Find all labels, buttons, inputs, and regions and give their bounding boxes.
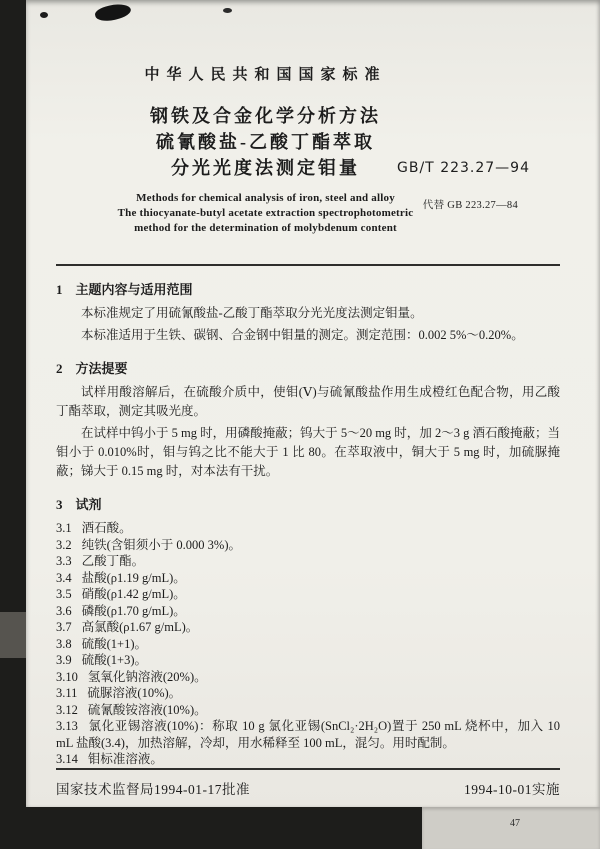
title-line-cn: 钢铁及合金化学分析方法 [150,106,381,126]
clause-text: 盐酸(ρ1.19 g/mL)。 [81,570,186,585]
scan-artifact-dot [40,12,48,18]
clause-text: 高氯酸(ρ1.67 g/mL)。 [81,620,199,634]
reagent-item [56,669,560,686]
reagent-item [56,636,560,653]
scan-corner-strip [422,807,600,849]
clause-text: 酒石酸。 [81,521,132,535]
implementation-note: 1994-10-01实施 [464,781,560,797]
title-line-cn: 分光光度法测定钼量 [171,158,360,178]
clause-text: 氢氧化钠溶液(20%)。 [87,669,207,684]
section-2-heading: 2 方法提要 [56,361,128,376]
section-3-heading: 3 试剂 [56,497,102,512]
clause-number: 3.5 [56,587,72,601]
paragraph: 在试样中钨小于 5 mg 时，用磷酸掩蔽；钨大于 5～20 mg 时，加 2～3 g 酒石酸掩蔽；当钼小于 0.010%时，钼与钨之比不能大于 1 比 80。在萃取液中，铜大于 5 mg 时，加硫脲掩蔽；锑大于 0.15 mg 时，对本法有干扰。 [56,426,560,478]
paragraph: 本标准规定了用硫氰酸盐-乙酸丁酯萃取分光光度法测定钼量。 [81,306,423,320]
clause-text: 硝酸(ρ1.42 g/mL)。 [81,587,186,601]
reagent-item [56,685,560,702]
approval-note: 国家技术监督局1994-01-17批准 [56,781,250,797]
document-title-en [56,191,475,236]
reagent-item [56,570,560,587]
document-header [56,66,560,236]
clause-number: 3.3 [56,554,72,568]
header-center-block [56,66,475,236]
section-1-heading: 1 主题内容与适用范围 [56,282,193,297]
reagent-item [56,520,560,537]
page-footer [56,768,560,798]
clause-number: 3.14 [56,752,78,766]
standard-code: GB/T 223.27—94 [397,160,530,176]
clause-text: 磷酸(ρ1.70 g/mL)。 [81,603,186,618]
clause-text: 硫脲溶液(10%)。 [87,686,182,700]
reagent-item [56,603,560,620]
clause-number: 3.1 [56,521,72,535]
paragraph: 试样用酸溶解后，在硫酸介质中，使钼(Ⅴ)与硫氰酸盐作用生成橙红色配合物，用乙酸丁酯萃取，测定其吸光度。 [56,385,560,418]
replaces-note: 代替 GB 223.27—84 [422,200,518,211]
clause-number: 3.11 [56,686,78,700]
section-reagents [56,481,560,768]
title-line-cn: 硫氰酸盐-乙酸丁酯萃取 [156,132,375,152]
reagent-list [56,520,560,768]
clause-number: 3.10 [56,669,78,684]
title-line-en: The thiocyanate-butyl acetate extraction spectrophotometric [117,207,414,219]
clause-number: 3.12 [56,702,78,717]
scan-artifact-notch [0,612,26,658]
reagent-item [56,718,560,751]
clause-text: 硫酸(1+3)。 [81,653,147,667]
page-number: 47 [510,818,520,829]
clause-text: 纯铁(含钼须小于 0.000 3%)。 [81,537,241,552]
clause-text: 乙酸丁酯。 [81,554,145,568]
reagent-item [56,619,560,636]
clause-text: 氯化亚锡溶液(10%)：称取 10 g 氯化亚锡(SnCl₂·2H₂O)置于 250 mL 烧杯中，加入 10 mL 盐酸(3.4)，加热溶解，冷却，用水稀释至 100 mL，混匀。用时配制。 [56,719,560,750]
paragraph: 本标准适用于生铁、碳钢、合金钢中钼量的测定。测定范围：0.002 5%～0.20%。 [81,328,524,342]
page-content [26,0,600,807]
reagent-item [56,702,560,719]
reagent-item [56,652,560,669]
clause-text: 硫氰酸铵溶液(10%)。 [87,702,207,717]
reagent-item [56,553,560,570]
document-page [26,0,600,807]
clause-number: 3.9 [56,653,72,667]
clause-number: 3.2 [56,537,72,552]
clause-number: 3.4 [56,570,72,585]
clause-number: 3.7 [56,620,72,634]
section-scope [56,266,560,345]
reagent-item [56,751,560,768]
section-method-summary [56,345,560,481]
title-line-en: Methods for chemical analysis of iron, steel and alloy [136,192,395,204]
scan-artifact-dot [223,8,232,13]
clause-number: 3.13 [56,719,78,733]
clause-text: 钼标准溶液。 [87,752,163,766]
reagent-item [56,586,560,603]
clause-number: 3.8 [56,636,72,651]
clause-text: 硫酸(1+1)。 [81,636,147,651]
title-line-en: method for the determination of molybdenum content [134,222,397,234]
clause-number: 3.6 [56,603,72,618]
standard-type-heading: 中华人民共和国国家标准 [144,67,387,83]
reagent-item [56,537,560,554]
